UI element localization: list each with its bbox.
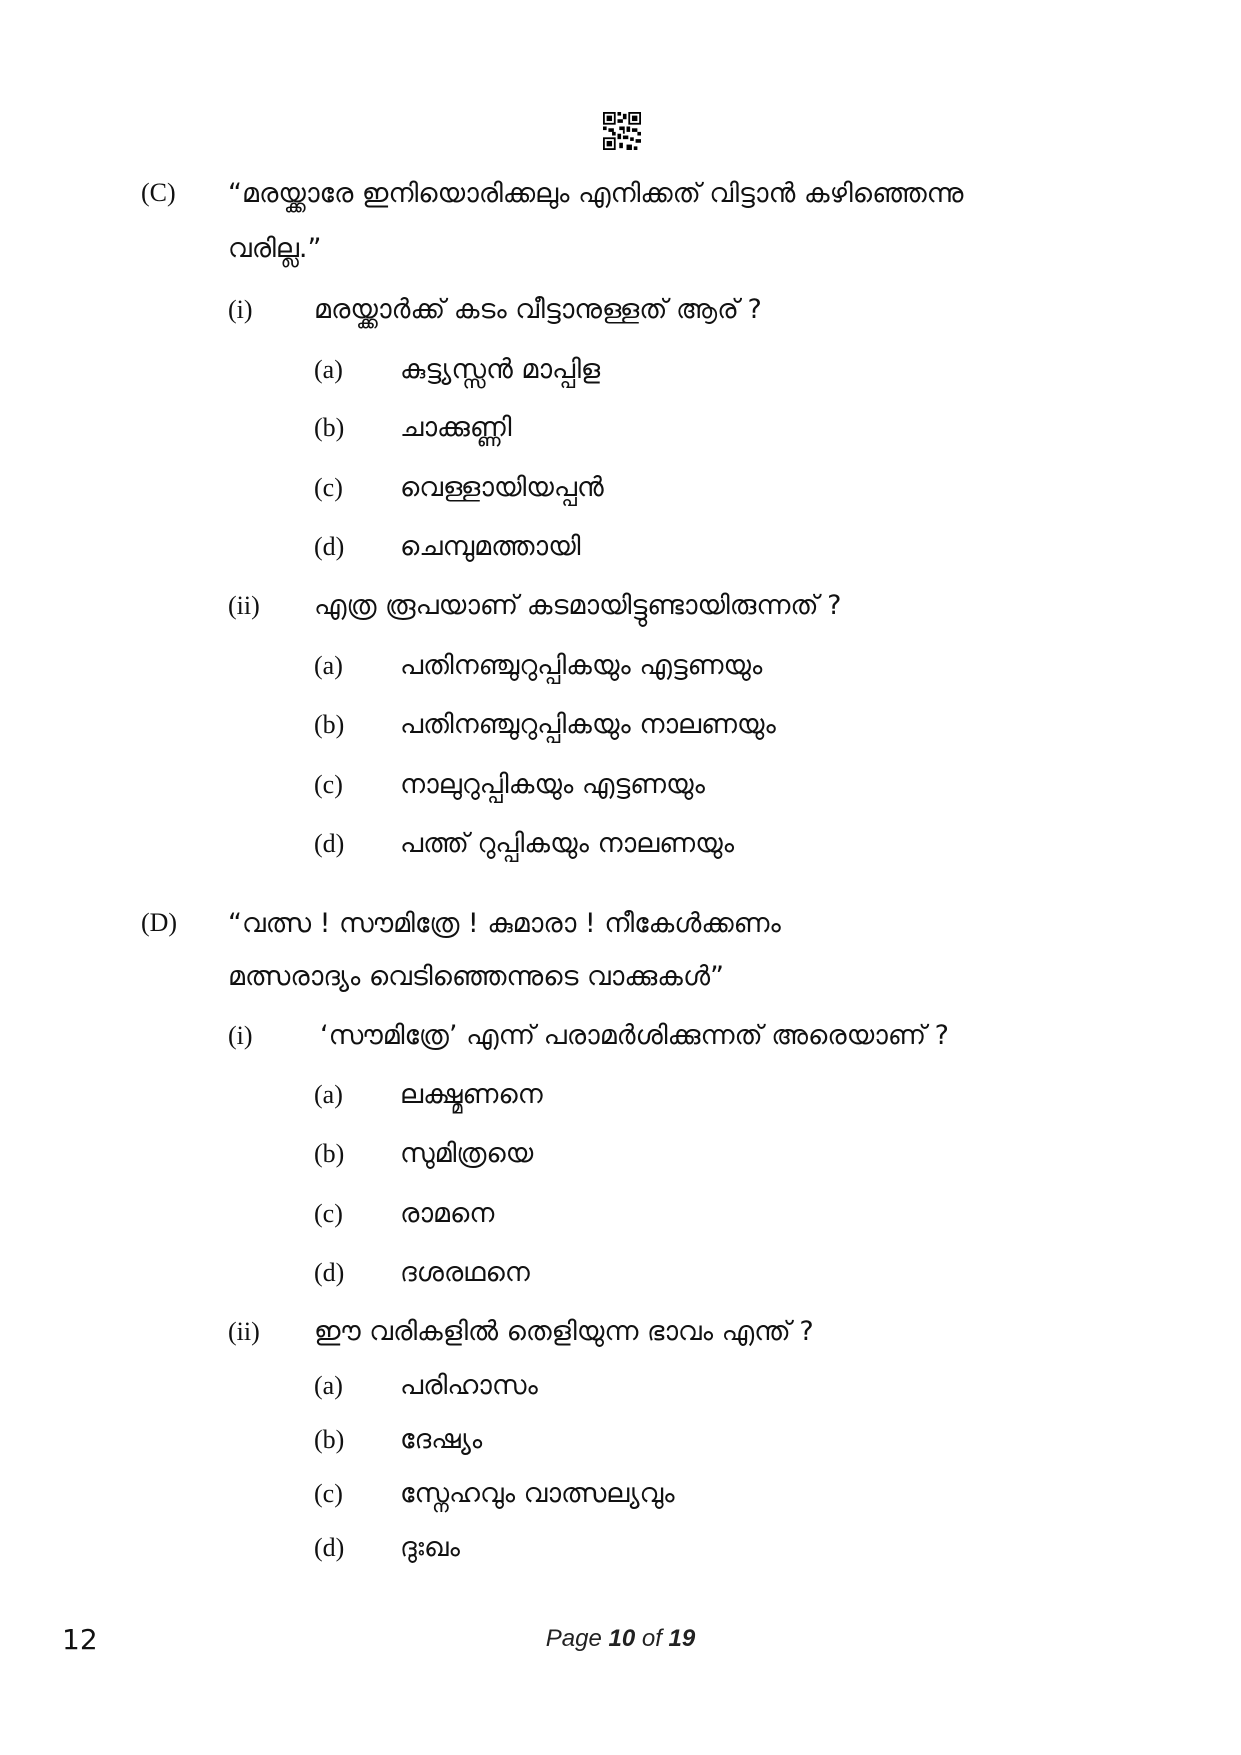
option-label: (d) bbox=[314, 1258, 345, 1287]
quote-line: വരില്ല.” bbox=[228, 233, 322, 264]
option-label: (b) bbox=[314, 1139, 345, 1168]
option-text: ചാക്കുണ്ണി bbox=[400, 412, 512, 443]
quote-line: മത്സരാദ്യം വെടിഞ്ഞെന്നുടെ വാക്കുകൾ” bbox=[228, 961, 725, 992]
option-text: പരിഹാസം bbox=[400, 1370, 538, 1401]
option-label: (c) bbox=[314, 1479, 343, 1508]
quote-line: “വത്സ ! സൗമിത്രേ ! കുമാരാ ! നീകേൾക്കണം bbox=[228, 908, 781, 939]
section-label: (D) bbox=[141, 908, 178, 937]
option-label: (d) bbox=[314, 532, 345, 561]
option-text: കുട്ട്യസ്സൻ മാപ്പിള bbox=[400, 354, 601, 385]
option-label: (a) bbox=[314, 1080, 343, 1109]
option-label: (d) bbox=[314, 829, 345, 858]
option-text: ലക്ഷ്മണനെ bbox=[400, 1079, 543, 1110]
section-label: (C) bbox=[141, 178, 176, 207]
question-text: എത്ര രൂപയാണ് കടമായിട്ടുണ്ടായിരുന്നത് ? bbox=[314, 590, 842, 621]
option-label: (a) bbox=[314, 355, 343, 384]
option-text: ദശരഥനെ bbox=[400, 1257, 530, 1288]
option-text: പതിനഞ്ചുറുപ്പികയും നാലണയും bbox=[400, 709, 776, 740]
quote-line: “മരയ്ക്കാരേ ഇനിയൊരിക്കലും എനിക്കത് വിട്ടാൻ കഴിഞ്ഞെന്നു bbox=[228, 178, 964, 209]
option-text: സുമിത്രയെ bbox=[400, 1138, 534, 1169]
option-label: (c) bbox=[314, 1199, 343, 1228]
question-text: ‘സൗമിത്രേ’ എന്ന് പരാമർശിക്കുന്നത് അരെയാണ് ? bbox=[320, 1020, 949, 1051]
question-label: (i) bbox=[228, 1021, 253, 1050]
option-label: (c) bbox=[314, 473, 343, 502]
option-text: രാമനെ bbox=[400, 1198, 495, 1229]
option-label: (b) bbox=[314, 413, 345, 442]
page-prefix: Page bbox=[545, 1625, 609, 1652]
option-label: (c) bbox=[314, 770, 343, 799]
option-text: പതിനഞ്ചുറുപ്പികയും എട്ടണയും bbox=[400, 650, 763, 681]
option-label: (a) bbox=[314, 1371, 343, 1400]
page-current: 10 bbox=[608, 1625, 636, 1652]
question-label: (i) bbox=[228, 295, 253, 324]
option-text: സ്നേഹവും വാത്സല്യവും bbox=[400, 1478, 675, 1509]
page-total: 19 bbox=[668, 1625, 696, 1652]
option-label: (a) bbox=[314, 651, 343, 680]
page-of: of bbox=[635, 1625, 669, 1652]
option-text: ദുഃഖം bbox=[400, 1532, 460, 1563]
question-text: ഈ വരികളിൽ തെളിയുന്ന ഭാവം എന്ത് ? bbox=[314, 1316, 814, 1347]
option-text: ചെമ്പുമത്തായി bbox=[400, 531, 581, 562]
question-label: (ii) bbox=[228, 1317, 260, 1346]
option-label: (d) bbox=[314, 1533, 345, 1562]
option-label: (b) bbox=[314, 1425, 345, 1454]
question-text: മരയ്ക്കാർക്ക് കടം വീട്ടാനുള്ളത് ആര് ? bbox=[314, 294, 762, 325]
option-text: നാലുറുപ്പികയും എട്ടണയും bbox=[400, 769, 705, 800]
page-indicator bbox=[0, 1625, 1241, 1653]
option-text: പത്ത് റുപ്പികയും നാലണയും bbox=[400, 828, 735, 859]
option-text: വെള്ളായിയപ്പൻ bbox=[400, 472, 604, 503]
page-code-number: 12 bbox=[62, 1623, 98, 1656]
option-label: (b) bbox=[314, 710, 345, 739]
question-label: (ii) bbox=[228, 591, 260, 620]
option-text: ദേഷ്യം bbox=[400, 1424, 483, 1455]
qr-code bbox=[603, 111, 641, 151]
